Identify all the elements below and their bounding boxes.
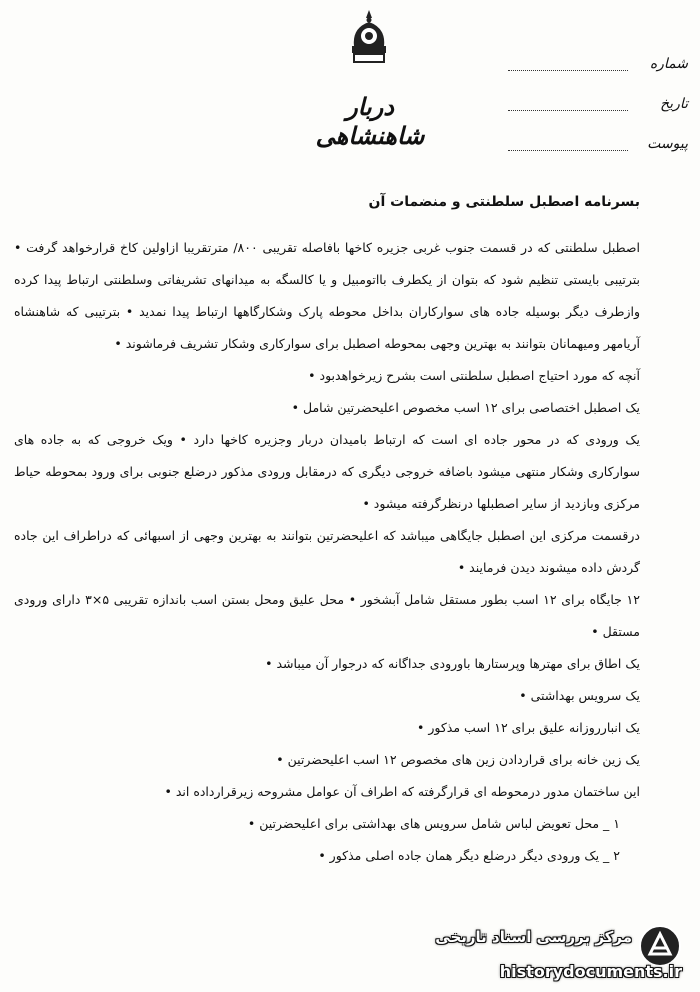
archive-url: historydocuments.ir [499, 962, 682, 981]
number-field [508, 56, 688, 76]
paragraph-stalls: ۱۲ جایگاه برای ۱۲ اسب بطور مستقل شامل آبشخور • محل علیق ومحل بستن اسب باندازه تقریبی ۵×۳ دارای ورودی مستقل • [14, 592, 640, 639]
number-label: شماره [649, 56, 688, 72]
date-line [508, 110, 628, 111]
attachment-line [508, 150, 628, 151]
paragraph-item-1: ۱ _ محل تعویض لباس شامل سرویس های بهداشتی برای اعلیحضرتین • [247, 816, 620, 831]
paragraph-requirements: آنچه که مورد احتیاج اصطبل سلطنتی است بشرح زیرخواهدبود • [308, 368, 640, 383]
archive-name: مرکز بررسی اسناد تاریخی [435, 928, 632, 946]
paragraph-round-building: این ساختمان مدور درمحوطه ای قرارگرفته که اطراف آن عوامل مشروحه زیرقرارداده اند • [164, 784, 640, 799]
attachment-label: پیوست [647, 136, 688, 152]
document-title: بسرنامه اصطبل سلطنتی و منضمات آن [368, 194, 640, 210]
archive-watermark [414, 922, 694, 988]
date-label: تاریخ [660, 96, 688, 112]
attachment-field [508, 136, 688, 156]
document-body [14, 186, 660, 872]
paragraph-private-stable: یک اصطبل اختصاصی برای ۱۲ اسب مخصوص اعلیحضرتین شامل • [291, 400, 640, 415]
royal-crown-emblem-icon [344, 8, 394, 68]
number-line [508, 70, 628, 71]
paragraph-intro: اصطبل سلطنتی که در قسمت جنوب غربی جزیره کاخها بافاصله تقریبی ۸۰۰/ مترتقریبا ازاولین کاخ قرارخواهد گرفت • بترتیبی بایستی تنظیم شود که بتوان از یکطرف بااتومبیل و یا کالسگه به میدانهای تشریفاتی وسلطنتی ارتباط پیدا کرده وازطرف دیگر بوسیله جاده های سوارکاران بداخل محوطه پارک وشکارگاهها ارتباط پیدا نمدید • بترتیبی که شاهنشاه آریامهر ومیهمانان بتوانند به بهترین وجهی بمحوطه اصطبل برای سوارکاری وشکار تشریف فرماشوند • [14, 240, 640, 351]
paragraph-sanitary: یک سرویس بهداشتی • [519, 688, 640, 703]
date-field [508, 96, 688, 116]
paragraph-center: درقسمت مرکزی این اصطبل جایگاهی میباشد که اعلیحضرتین بتوانند به بهترین وجهی از اسبهائی که دراطراف این جاده گردش داده میشوند دیدن فرمایند • [14, 528, 640, 575]
paragraph-item-2: ۲ _ یک ورودی دیگر درضلع دیگر همان جاده اصلی مذکور • [318, 848, 620, 863]
court-title: دربار شاهنشاهی [315, 92, 425, 150]
paragraph-grooms-room: یک اطاق برای مهترها وپرستارها باورودی جداگانه که درجوار آن میباشد • [265, 656, 640, 671]
paragraph-saddle-room: یک زین خانه برای قراردادن زین های مخصوص ۱۲ اسب اعلیحضرتین • [276, 752, 640, 767]
paragraph-entrance: یک ورودی که در محور جاده ای است که ارتباط بامیدان دربار وجزیره کاخها دارد • ویک خروجی که به جاده های سوارکاری وشکار منتهی میشود باضافه خروجی دیگری که درمقابل ورودی مذکور درضلع جنوبی برای ورود بمحوطه حیاط مرکزی وبازدید از سایر اصطبلها درنظرگرفته میشود • [14, 432, 640, 511]
paragraph-fodder-store: یک انبارروزانه علیق برای ۱۲ اسب مذکور • [417, 720, 640, 735]
